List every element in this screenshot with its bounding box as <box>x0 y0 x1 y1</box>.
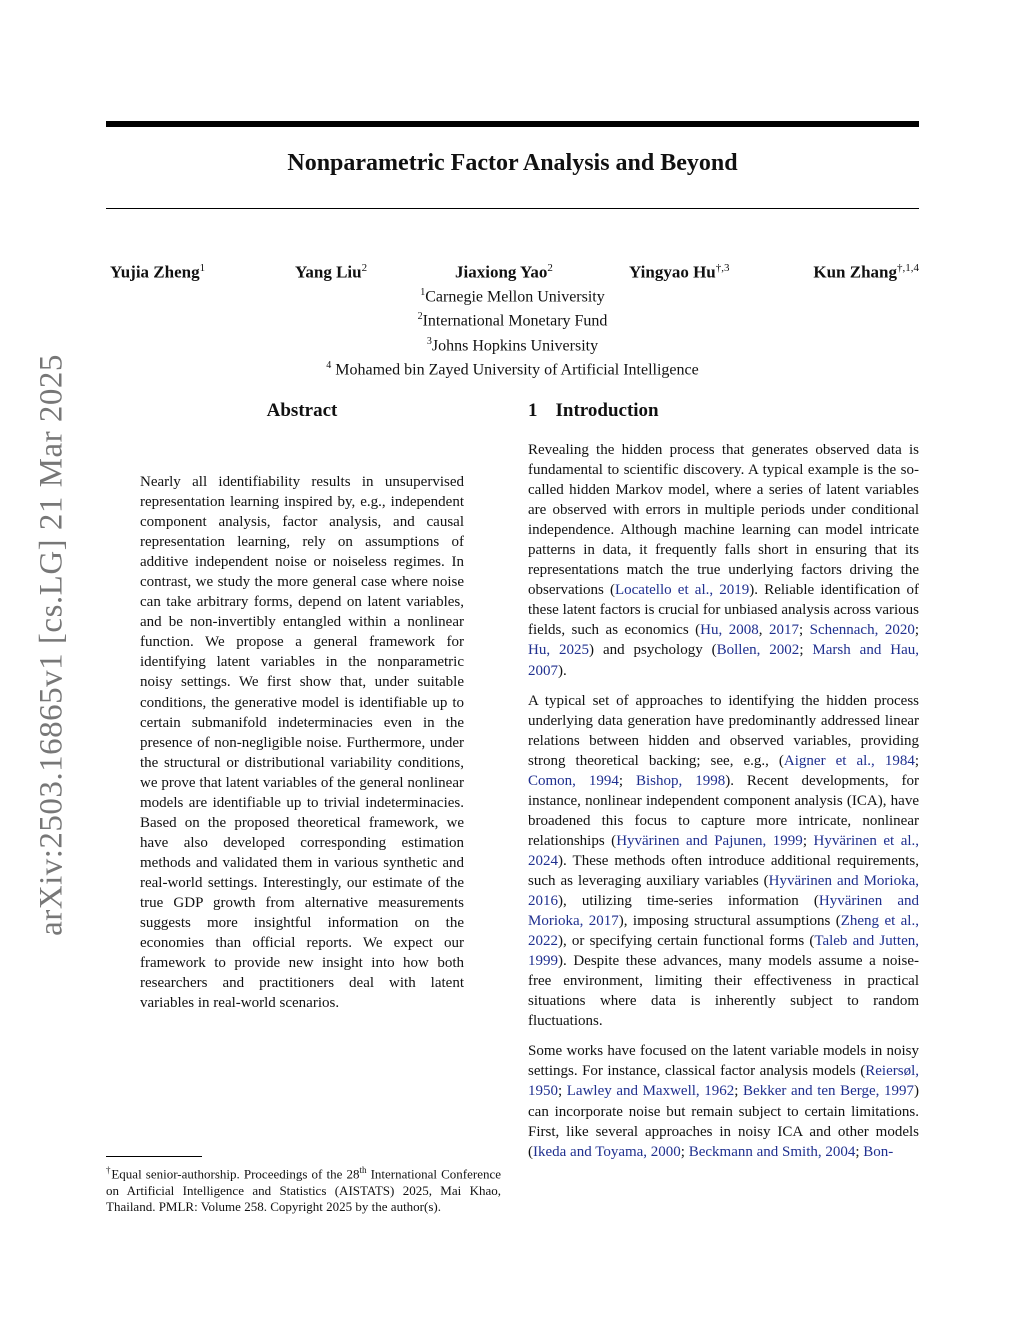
citation-link[interactable]: Marsh and Hau, 2007 <box>528 642 920 679</box>
intro-paragraph-2: A typical set of approaches to identifying the hidden process underlying data generation have predominantly addressed linear relations between hidden and observed variables, providing strong theoretical backing; see, e.g., (Aigner et al., 1984; Comon, 1994; Bishop, 1998). Recent developments, for instance, nonlinear independent component analysis (ICA), have broadened this focus to capture more intricate, nonlinear relationships (Hyvärinen and Pajunen, 1999; Hyvärinen et al., 2024). These methods often introduce additional requirements, such as leveraging auxiliary variables (Hyvärinen and Morioka, 2016), utilizing time-series information (Hyvärinen and Morioka, 2017), imposing structural assumptions (Zheng et al., 2022), or specifying certain functional forms (Taleb and Jutten, 1999). Despite these advances, many models assume a noise-free environment, limiting their effectiveness in practical situations where data is inherently subject to random fluctuations. <box>528 692 920 1030</box>
citation-link[interactable]: Taleb and Jutten, 1999 <box>528 933 919 970</box>
affiliation-list <box>106 283 919 380</box>
citation-link[interactable]: Schennach, 2020 <box>809 622 915 639</box>
citation-link[interactable]: Hyvärinen et al., 2024 <box>528 832 920 869</box>
affiliation-4: $^4$ Mohamed bin Zayed University of Artificial Intelligence <box>326 359 699 379</box>
footnote: †Equal senior-authorship. Proceedings of the 28th International Conference on Artificial Intelligence and Statistics (AISTATS) 2025, Mai Khao, Thailand. PMLR: Volume 258. Copyright 2025 by the author(s). <box>106 1165 502 1215</box>
title-rule-bottom <box>106 208 919 209</box>
citation-link[interactable]: Reiersøl, 1950 <box>528 1063 919 1100</box>
citation-link[interactable]: Hu, 2025 <box>528 642 590 659</box>
affiliation-3: $^3$Johns Hopkins University <box>426 335 599 354</box>
citation-link[interactable]: Bekker and ten Berge, 1997 <box>743 1083 914 1100</box>
citation-link[interactable]: Hu, 2008 <box>700 622 759 639</box>
citation-link[interactable]: Hyvärinen and Pajunen, 1999 <box>616 832 803 849</box>
abstract-body: Nearly all identifiability results in unsupervised representation learning inspired by, e.g., independent component analysis, factor analysis, and causal representation learning, rely on assumptions of additive independent noise or noiseless regimes. In contrast, we study the more general case where noise can take arbitrary forms, depend on latent variables, and be non-invertibly entangled within a nonlinear function. We propose a general framework for identifying latent variables in the nonparametric noisy settings. We first show that, under suitable conditions, the generative model is identifiable up to certain submanifold indeterminacies even in the presence of non-negligible noise. Furthermore, under the structural or distributional variability conditions, we prove that latent variables of the general nonlinear models are identifiable up to trivial indeterminacies. Based on the proposed theoretical framework, we have also developed corresponding estimation methods and validated them in various synthetic and real-world settings. Interestingly, our estimate of the true GDP growth from alternative measurements suggests more insightful information on the economies than official reports. We expect our framework to provide new insight into how both researchers and practitioners deal with latent variables in real-world scenarios. <box>140 474 464 1012</box>
affiliation-2: $^2$International Monetary Fund <box>417 311 608 330</box>
section-heading-introduction: 1 Introduction <box>528 400 659 421</box>
paper-title: Nonparametric Factor Analysis and Beyond <box>287 150 738 176</box>
citation-link[interactable]: Zheng et al., 2022 <box>528 913 919 950</box>
intro-paragraph-3: Some works have focused on the latent variable models in noisy settings. For instance, classical factor analysis models (Reiersøl, 1950; Lawley and Maxwell, 1962; Bekker and ten Berge, 1997) can incorporate noise but remain subject to certain limitations. First, like several approaches in noisy ICA and other models (Ikeda and Toyama, 2000; Beckmann and Smith, 2004; Bon- <box>528 1043 919 1160</box>
citation-link[interactable]: 2017 <box>768 622 799 639</box>
citation-link[interactable]: Bishop, 1998 <box>636 772 726 789</box>
citation-link[interactable]: Hyvärinen and Morioka, 2017 <box>528 893 919 930</box>
intro-paragraph-1: Revealing the hidden process that generates observed data is fundamental to scientific discovery. A typical example is the so-called hidden Markov model, where a series of latent variables are observed with errors in multiple periods under conditional independence. Although machine learning can model intricate patterns in data, it frequently falls short in ensuring that its representations match the true underlying factors driving the observations (Locatello et al., 2019). Reliable identification of these latent factors is crucial for unbiased analysis across various fields, such as economics (Hu, 2008, 2017; Schennach, 2020; Hu, 2025) and psychology (Bollen, 2002; Marsh and Hau, 2007). <box>528 442 920 679</box>
citation-link[interactable]: Bon- <box>863 1143 894 1160</box>
author-5: Kun Zhang$^{\dagger,1,4}$ <box>813 262 919 282</box>
abstract-heading: Abstract <box>266 400 338 421</box>
introduction-body <box>528 440 919 1172</box>
author-1: Yujia Zheng$^1$ <box>110 262 206 282</box>
author-2: Yang Liu$^2$ <box>295 262 368 282</box>
arxiv-identifier: arXiv:2503.16865v1 [cs.LG] 21 Mar 2025 <box>33 354 70 936</box>
citation-link[interactable]: Aigner et al., 1984 <box>783 752 915 769</box>
citation-link[interactable]: Bollen, 2002 <box>716 642 800 659</box>
footnote-rule <box>106 1156 202 1157</box>
affiliation-1: $^1$Carnegie Mellon University <box>420 287 605 306</box>
citation-link[interactable]: Ikeda and Toyama, 2000 <box>533 1143 681 1160</box>
title-rule-top <box>106 121 919 127</box>
author-4: Yingyao $Hu^{\dagger,3}$ <box>629 262 730 282</box>
citation-link[interactable]: Locatello et al., 2019 <box>614 582 750 599</box>
citation-link[interactable]: Comon, 1994 <box>528 772 619 789</box>
citation-link[interactable]: Beckmann and Smith, 2004 <box>688 1143 856 1160</box>
citation-link[interactable]: Hyvärinen and Morioka, 2016 <box>528 872 919 910</box>
author-3: Jiaxiong Yao$^2$ <box>455 262 553 282</box>
citation-link[interactable]: Lawley and Maxwell, 1962 <box>566 1083 735 1100</box>
